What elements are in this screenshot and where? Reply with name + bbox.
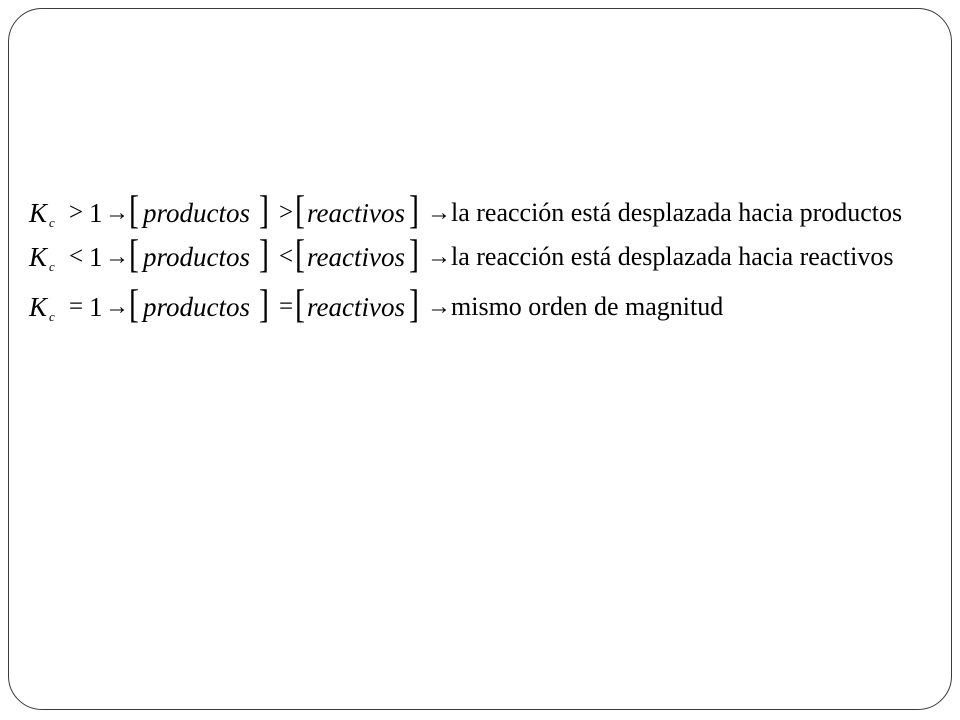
relation-sign: = — [69, 293, 84, 320]
row-description: la reacción está desplazada hacia productos — [451, 198, 903, 227]
number-one: 1 — [89, 198, 103, 228]
row-description: mismo orden de magnitud — [451, 292, 724, 321]
k-subscript: c — [49, 215, 55, 230]
reactivos-term: reactivos — [307, 198, 405, 228]
right-bracket: ] — [259, 231, 269, 276]
slide-frame — [8, 8, 952, 710]
right-bracket: ] — [259, 281, 269, 326]
arrow-icon: → — [427, 244, 451, 270]
left-bracket: [ — [295, 281, 305, 326]
k-subscript: c — [49, 259, 55, 274]
k-symbol: K — [29, 198, 48, 228]
relation-sign: > — [69, 199, 84, 226]
productos-term: productos — [143, 198, 250, 228]
arrow-icon: → — [427, 294, 451, 320]
left-bracket: [ — [129, 187, 139, 232]
arrow-icon: → — [427, 200, 451, 226]
relation-sign: > — [279, 199, 294, 226]
number-one: 1 — [89, 292, 103, 322]
arrow-icon: → — [105, 244, 129, 270]
right-bracket: ] — [409, 281, 419, 326]
k-symbol: K — [29, 242, 48, 272]
productos-term: productos — [143, 292, 250, 322]
row-description: la reacción está desplazada hacia reactivos — [451, 242, 894, 271]
left-bracket: [ — [129, 231, 139, 276]
k-symbol: K — [29, 292, 48, 322]
left-bracket: [ — [295, 187, 305, 232]
right-bracket: ] — [259, 187, 269, 232]
relation-sign: = — [279, 293, 294, 320]
reactivos-term: reactivos — [307, 242, 405, 272]
k-subscript: c — [49, 309, 55, 324]
reactivos-term: reactivos — [307, 292, 405, 322]
left-bracket: [ — [295, 231, 305, 276]
relation-sign: < — [69, 243, 84, 270]
right-bracket: ] — [409, 187, 419, 232]
arrow-icon: → — [105, 200, 129, 226]
relation-sign: < — [279, 243, 294, 270]
right-bracket: ] — [409, 231, 419, 276]
arrow-icon: → — [105, 294, 129, 320]
number-one: 1 — [89, 242, 103, 272]
productos-term: productos — [143, 242, 250, 272]
left-bracket: [ — [129, 281, 139, 326]
